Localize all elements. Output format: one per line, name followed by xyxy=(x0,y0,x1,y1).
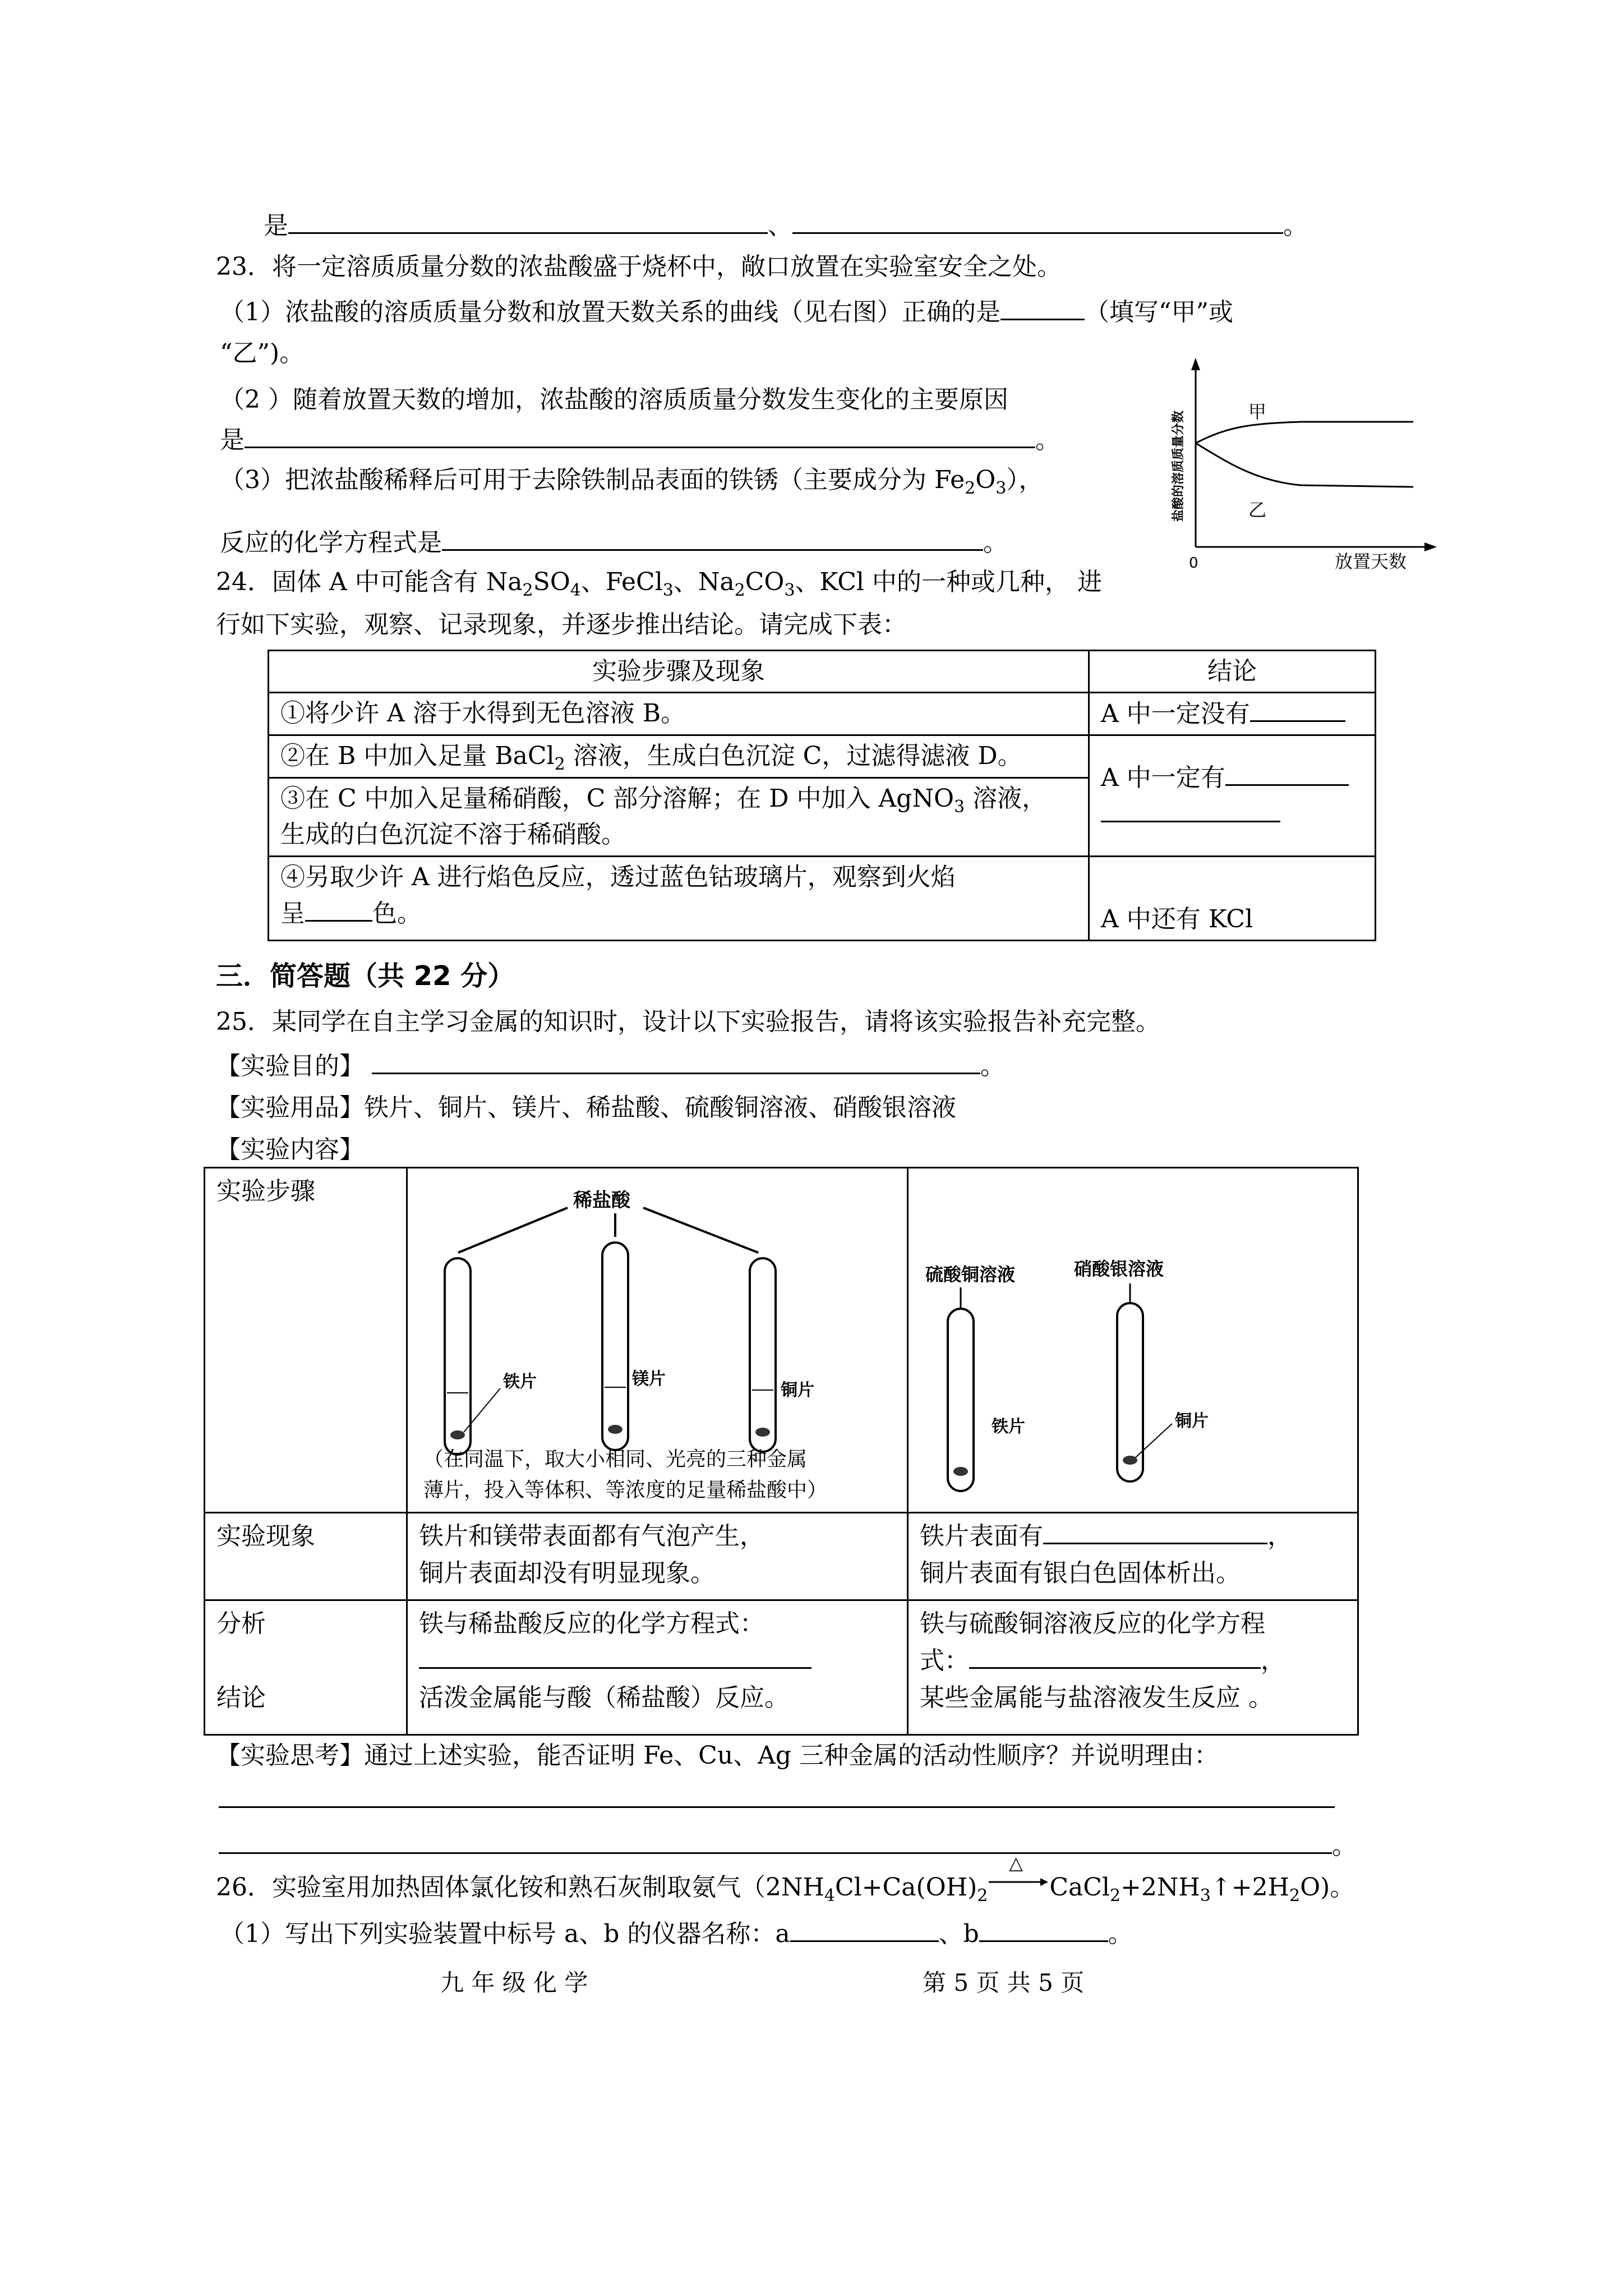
section-3-heading: 三．简答题（共 22 分） xyxy=(216,960,515,992)
q25-table xyxy=(204,1167,1359,1736)
q24-concl23: A 中一定有 xyxy=(1089,735,1376,857)
q25-think: 【实验思考】通过上述实验，能否证明 Fe、Cu、Ag 三种金属的活动性顺序？并说明理由： xyxy=(216,1741,1219,1770)
q24-blank-4[interactable] xyxy=(305,895,372,922)
curve-jia-label: 甲 xyxy=(1248,401,1267,422)
row-label-phenomenon: 实验现象 xyxy=(205,1513,407,1600)
q24-blank-1[interactable] xyxy=(1250,696,1345,722)
header-steps: 实验步骤及现象 xyxy=(269,651,1089,693)
q25-think-line-1[interactable] xyxy=(219,1806,1335,1808)
fig1-tube-3-label: 铜片 xyxy=(781,1381,814,1400)
fig2-tube-1 xyxy=(948,1309,974,1491)
curve-yi-label: 乙 xyxy=(1248,499,1267,521)
q24-table xyxy=(268,650,1376,941)
q23-part2: （2 ）随着放置天数的增加，浓盐酸的溶质质量分数发生变化的主要原因 xyxy=(220,385,1008,414)
q24-blank-2[interactable] xyxy=(1225,760,1349,786)
row-label-analysis: 分析 结论 xyxy=(205,1600,407,1735)
q25-stem: 25．某同学在自主学习金属的知识时，设计以下实验报告，请将该实验报告补充完整。 xyxy=(216,1007,1160,1036)
graph-ylabel: 盐酸的溶质质量分数 xyxy=(1172,410,1186,522)
q26-stem: 26．实验室用加热固体氯化铵和熟石灰制取氨气（$2NH_4Cl+Ca(OH)_2$ △ $CaCl_2+2NH_3↑+2H_2O$)。 xyxy=(216,1852,1355,1906)
q24-step1: ①将少许 A 溶于水得到无色溶液 B。 xyxy=(269,693,1089,735)
q24-stem-2: 行如下实验，观察、记录现象，并逐步推出结论。请完成下表： xyxy=(216,610,907,639)
q23-part3-answer: 反应的化学方程式是 。 xyxy=(220,524,1008,560)
q22-answer-line: 是 、 。 xyxy=(264,208,1308,243)
q23-graph xyxy=(1150,353,1441,572)
phen-cell-a: 铁片和镁带表面都有气泡产生， 铜片表面却没有明显现象。 xyxy=(407,1513,908,1600)
footer-page-number: 第 5 页 共 5 页 xyxy=(923,1969,1085,1996)
footer-subject: 九 年 级 化 学 xyxy=(440,1969,588,1996)
heating-arrow: △ xyxy=(988,1871,1049,1895)
q24-blank-3[interactable] xyxy=(1101,796,1280,822)
fig1-note-2: 薄片，投入等体积、等浓度的足量稀盐酸中） xyxy=(423,1479,828,1502)
curve-yi xyxy=(1196,443,1413,487)
q25-content: 【实验内容】 xyxy=(216,1135,364,1164)
fig2-sol2-label: 硝酸银溶液 xyxy=(1074,1258,1164,1280)
q25-blank-eq1[interactable] xyxy=(419,1642,811,1669)
q25-purpose: 【实验目的】 。 xyxy=(216,1048,1005,1083)
graph-origin: 0 xyxy=(1189,555,1198,572)
fig2-test-tubes xyxy=(909,1168,1357,1512)
q26-part1: （1）写出下列实验装置中标号 a、b 的仪器名称：a 、b 。 xyxy=(220,1916,1133,1951)
fig1-test-tubes xyxy=(408,1168,907,1512)
fig2-tube-1-label: 铁片 xyxy=(992,1417,1025,1437)
q23-blank-3[interactable] xyxy=(442,524,983,551)
q26-blank-b[interactable] xyxy=(979,1916,1108,1942)
phen-cell-b: 铁片表面有 ， 铜片表面有银白色固体析出。 xyxy=(908,1513,1358,1600)
fig2-sol1-label: 硫酸铜溶液 xyxy=(925,1264,1016,1285)
fig1-tube-1 xyxy=(445,1258,471,1455)
row-label-steps: 实验步骤 xyxy=(205,1168,407,1513)
q26-blank-a[interactable] xyxy=(790,1916,939,1942)
q23-part1: （1）浓盐酸的溶质质量分数和放置天数关系的曲线（见右图）正确的是 （填写“甲”或 xyxy=(220,294,1233,329)
analysis-cell-a: 铁与稀盐酸反应的化学方程式： 活泼金属能与酸（稀盐酸）反应。 xyxy=(407,1600,908,1735)
fig1-tube-2 xyxy=(602,1243,628,1450)
fig2-tube-2-label: 铜片 xyxy=(1175,1411,1209,1431)
q24-concl1: A 中一定没有 xyxy=(1089,693,1376,735)
q23-part3: （3）把浓盐酸稀释后可用于去除铁制品表面的铁锈（主要成分为 $Fe_2O_3$）， xyxy=(220,466,1044,498)
graph-xlabel: 放置天数 xyxy=(1335,551,1407,572)
fig1-cell xyxy=(407,1168,908,1513)
q25-blank-phen[interactable] xyxy=(1043,1518,1267,1544)
q24-concl4: A 中还有 KCl xyxy=(1089,857,1376,941)
header-conclusion: 结论 xyxy=(1089,651,1376,693)
curve-jia xyxy=(1196,422,1413,443)
q24-step3: ③在 C 中加入足量稀硝酸，C 部分溶解；在 D 中加入 AgNO$_3$ 溶液， 生成的白色沉淀不溶于稀硝酸。 xyxy=(269,778,1089,857)
q23-part1-cont: “乙”)。 xyxy=(220,339,305,367)
q22-blank-2[interactable] xyxy=(792,208,1283,234)
q24-step2: ②在 B 中加入足量 BaCl$_2$ 溶液，生成白色沉淀 C，过滤得滤液 D。 xyxy=(269,735,1089,778)
q25-think-blank[interactable] xyxy=(219,1828,1332,1854)
fig1-tube-1-label: 铁片 xyxy=(503,1372,537,1392)
q23-part2-answer: 是 。 xyxy=(220,422,1060,457)
q23-stem: 23．将一定溶质质量分数的浓盐酸盛于烧杯中，敞口放置在实验室安全之处。 xyxy=(216,252,1062,281)
fig1-acid-label: 稀盐酸 xyxy=(573,1189,630,1212)
fig1-tube-3 xyxy=(750,1258,776,1452)
q25-purpose-blank[interactable] xyxy=(372,1048,980,1074)
analysis-cell-b: 铁与硫酸铜溶液反应的化学方程 式： ， 某些金属能与盐溶液发生反应 。 xyxy=(908,1600,1358,1735)
q25-blank-eq2[interactable] xyxy=(969,1642,1261,1669)
q22-blank-1[interactable] xyxy=(288,208,768,234)
fig2-cell xyxy=(908,1168,1358,1513)
q23-blank-2[interactable] xyxy=(245,422,1035,448)
q25-think-line-2: 。 xyxy=(219,1828,1357,1863)
q24-stem: 24．固体 A 中可能含有 $Na_2SO_4$、FeCl$_3$、$Na_2CO_3$、KCl 中的一种或几种， 进 xyxy=(216,568,1102,600)
fig1-tube-2-label: 镁片 xyxy=(632,1369,666,1389)
q25-materials: 【实验用品】铁片、铜片、镁片、稀盐酸、硫酸铜溶液、硝酸银溶液 xyxy=(216,1093,956,1122)
q24-step4: ④另取少许 A 进行焰色反应，透过蓝色钴玻璃片，观察到火焰 呈 色。 xyxy=(269,857,1089,941)
q23-blank-1[interactable] xyxy=(1000,294,1085,320)
fig1-note-1: （在同温下，取大小相同、光亮的三种金属 xyxy=(423,1448,808,1471)
